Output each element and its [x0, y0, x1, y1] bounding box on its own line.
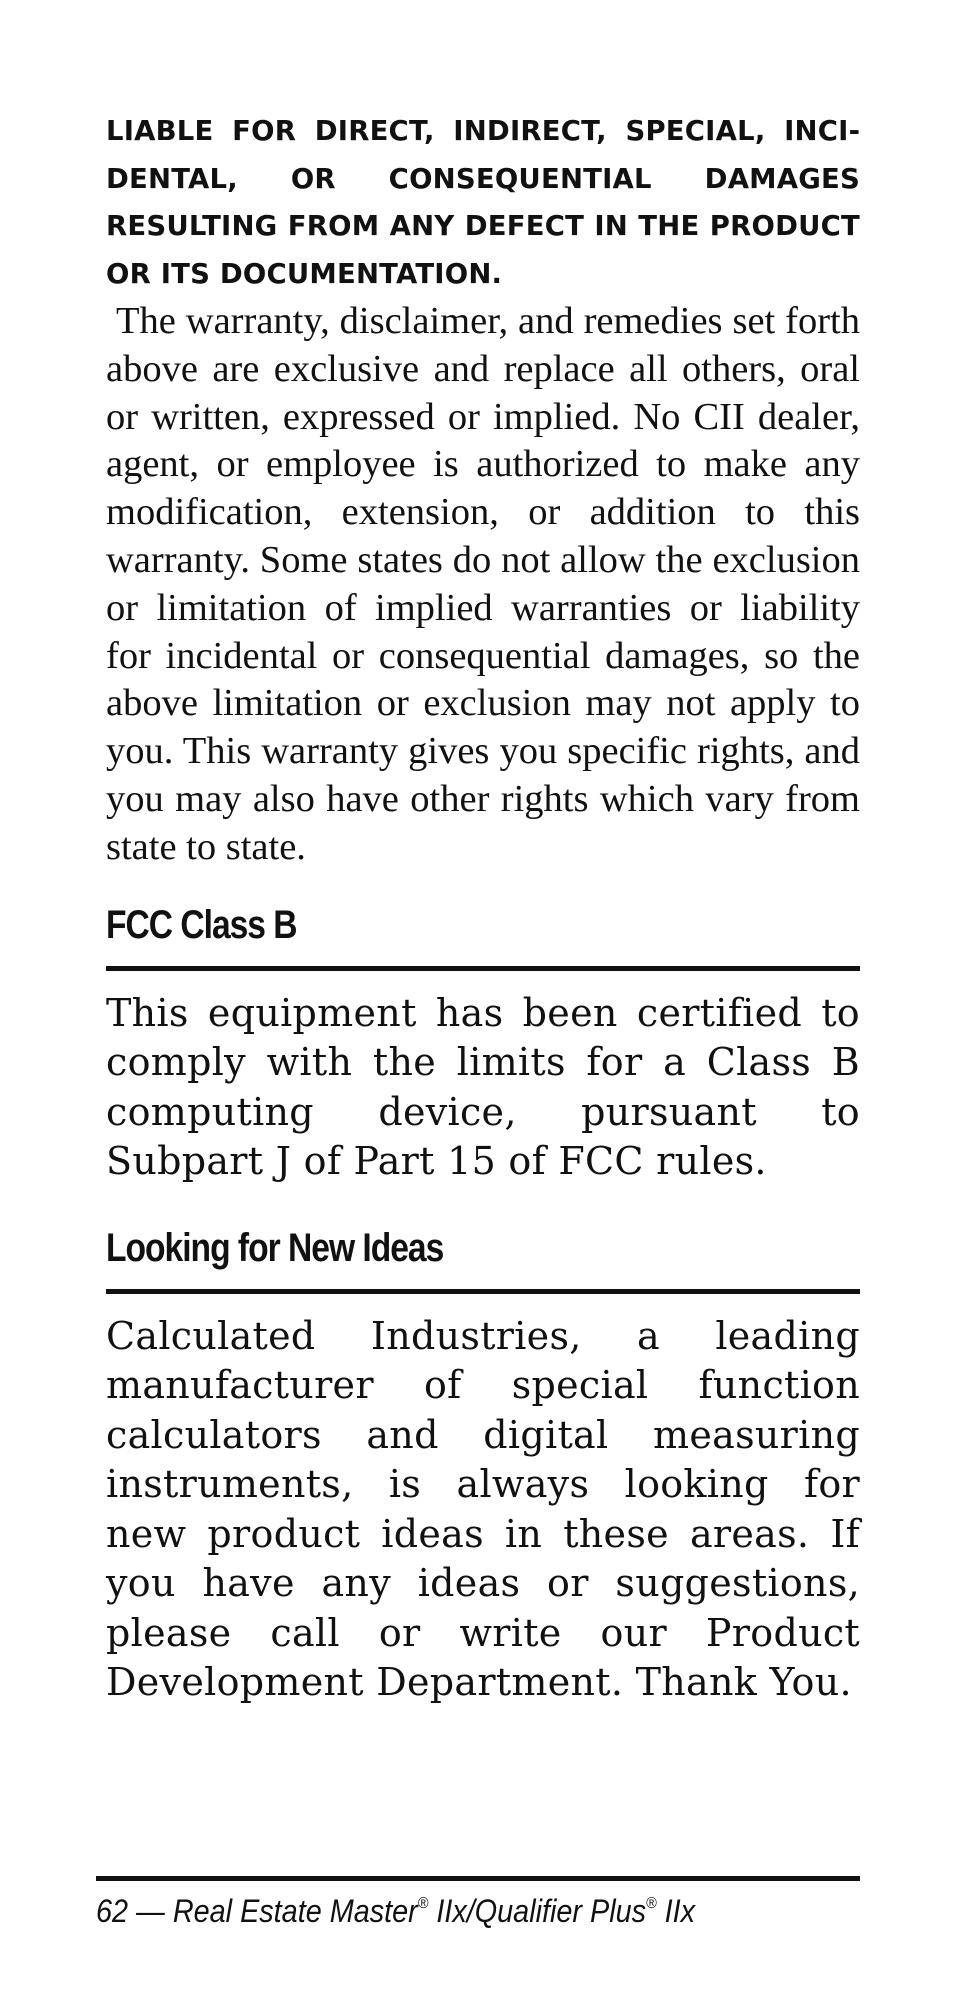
- fcc-body: This equipment has been certified to comply with the limits for a Class B computing device, pursuant to Subpart J of Part 15 of FCC rules.: [106, 990, 860, 1184]
- registered-mark-a: ®: [417, 1895, 429, 1912]
- footer-rule: [96, 1876, 860, 1881]
- manual-page-content: [106, 108, 860, 1708]
- footer-separator: —: [136, 1893, 165, 1929]
- fcc-heading-rule: [106, 966, 860, 971]
- ideas-heading: Looking for New Ideas: [106, 1225, 444, 1270]
- product-model-a: IIx/Qualifier Plus: [436, 1893, 647, 1929]
- ideas-body: Calculated Industries, a leading manufacturer of special function calculators and digital measuring instruments, is always looking for new product ideas in these areas. If you have any ideas or suggestions, please call or write our Product Development Department. Thank You.: [106, 1313, 860, 1705]
- page-footer: [96, 1893, 695, 1930]
- product-model-b: IIx: [664, 1893, 696, 1929]
- warranty-paragraph: The warranty, disclaimer, and remedies set forth above are exclusive and replace all others, oral or written, expressed or implied. No CII dealer, agent, or employee is authorized to make any modification, extension, or addition to this warranty. Some states do not allow the exclusion or limitation of implied warranties or liability for incidental or consequential damages, so the above limitation or exclusion may not apply to you. This warranty gives you specific rights, and you may also have other rights which vary from state to state.: [106, 300, 860, 868]
- product-name-a: Real Estate Master: [172, 1893, 418, 1929]
- page-number: 62: [96, 1893, 129, 1929]
- ideas-heading-rule: [106, 1289, 860, 1294]
- liability-disclaimer: LIABLE FOR DIRECT, INDIRECT, SPECIAL, INCIDENTAL, OR CONSEQUENTIAL DAMAGES RESULTING FROM ANY DEFECT IN THE PRODUCT OR ITS DOCUMENTATION.: [106, 115, 860, 290]
- registered-mark-b: ®: [646, 1895, 657, 1912]
- fcc-heading: FCC Class B: [106, 902, 297, 947]
